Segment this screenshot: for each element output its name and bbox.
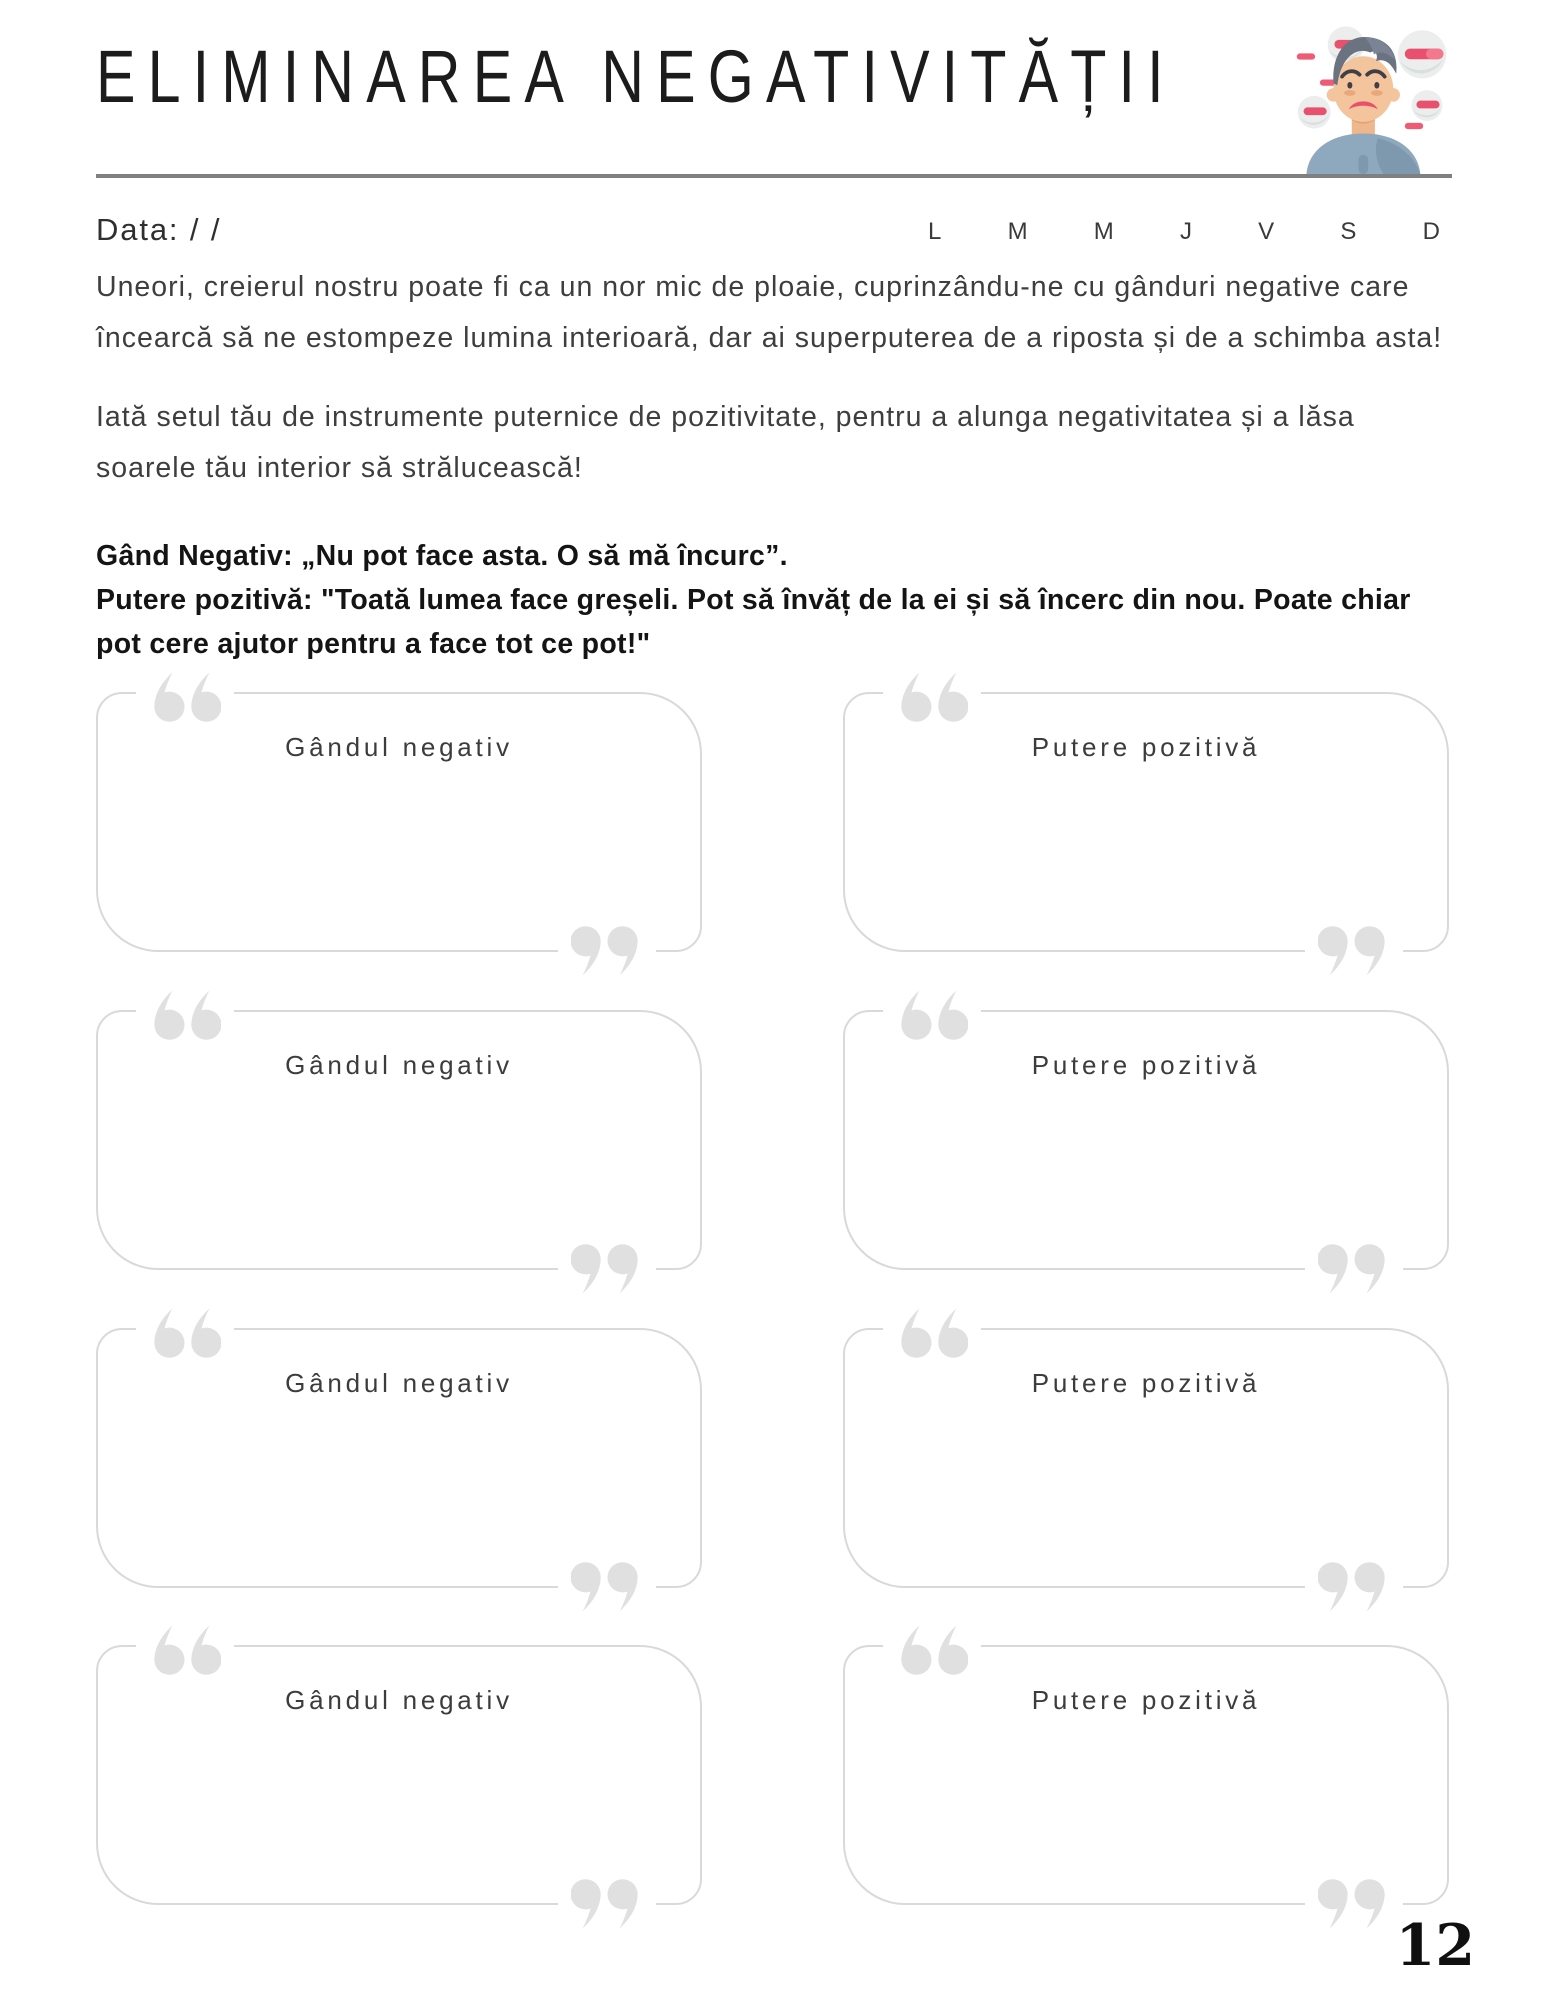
example-negative-thought: Gând Negativ: „Nu pot face asta. O să mă încurc”. xyxy=(96,540,788,572)
example-block xyxy=(96,534,1486,666)
box-label: Gândul negativ xyxy=(285,732,513,762)
day-letter[interactable]: M xyxy=(1007,218,1028,245)
day-letter[interactable]: D xyxy=(1422,218,1440,245)
open-quote-icon xyxy=(883,988,981,1042)
close-quote-icon xyxy=(558,1877,656,1931)
close-quote-icon xyxy=(1305,1560,1403,1614)
intro-p2-line1: Iată setul tău de instrumente puternice de pozitivitate, pentru a alunga negativitatea și a lăsa xyxy=(96,401,1355,433)
day-letter[interactable]: S xyxy=(1340,218,1357,245)
negative-thoughts-icon xyxy=(1291,8,1455,176)
open-quote-icon xyxy=(883,670,981,724)
box-label: Gândul negativ xyxy=(285,1685,513,1715)
date-field[interactable]: Data: / / xyxy=(96,212,222,247)
close-quote-icon xyxy=(558,1242,656,1296)
example-positive-power-line1: Putere pozitivă: "Toată lumea face greșeli. Pot să învăț de la ei și să încerc din nou. Poate chiar xyxy=(96,584,1411,616)
day-letter[interactable]: L xyxy=(928,218,942,245)
open-quote-icon xyxy=(883,1623,981,1677)
negative-thought-box-3[interactable] xyxy=(96,1328,702,1588)
box-label: Gândul negativ xyxy=(285,1050,513,1080)
intro-paragraph-2 xyxy=(96,392,1476,494)
day-letter[interactable]: V xyxy=(1258,218,1275,245)
open-quote-icon xyxy=(136,1623,234,1677)
box-label: Putere pozitivă xyxy=(1031,1050,1261,1080)
positive-power-box-2[interactable] xyxy=(843,1010,1449,1270)
box-label: Putere pozitivă xyxy=(1031,1685,1261,1715)
close-quote-icon xyxy=(558,924,656,978)
day-letter[interactable]: M xyxy=(1093,218,1114,245)
open-quote-icon xyxy=(136,670,234,724)
day-letter[interactable]: J xyxy=(1179,218,1192,245)
positive-power-box-4[interactable] xyxy=(843,1645,1449,1905)
close-quote-icon xyxy=(558,1560,656,1614)
page-number: 12 xyxy=(1395,1912,1475,1979)
open-quote-icon xyxy=(136,988,234,1042)
positive-power-box-3[interactable] xyxy=(843,1328,1449,1588)
intro-p2-line2: soarele tău interior să strălucească! xyxy=(96,452,583,484)
close-quote-icon xyxy=(1305,1877,1403,1931)
open-quote-icon xyxy=(136,1306,234,1360)
box-label: Gândul negativ xyxy=(285,1368,513,1398)
close-quote-icon xyxy=(1305,1242,1403,1296)
positive-power-box-1[interactable] xyxy=(843,692,1449,952)
example-positive-power-line2: pot cere ajutor pentru a face tot ce pot!" xyxy=(96,628,651,660)
open-quote-icon xyxy=(883,1306,981,1360)
box-label: Putere pozitivă xyxy=(1031,732,1261,762)
close-quote-icon xyxy=(1305,924,1403,978)
title-underline xyxy=(96,174,1452,178)
negative-thought-box-2[interactable] xyxy=(96,1010,702,1270)
negative-thought-box-1[interactable] xyxy=(96,692,702,952)
intro-paragraph-1 xyxy=(96,262,1476,364)
intro-p1-line2: încearcă să ne estompeze lumina interioară, dar ai superputerea de a riposta și de a schimba asta! xyxy=(96,322,1443,354)
weekday-selector xyxy=(928,218,1440,246)
intro-p1-line1: Uneori, creierul nostru poate fi ca un nor mic de ploaie, cuprinzându-ne cu gânduri negative care xyxy=(96,271,1410,303)
page-title: ELIMINAREA NEGATIVITĂȚII xyxy=(96,35,1176,118)
box-label: Putere pozitivă xyxy=(1031,1368,1261,1398)
negative-thought-box-4[interactable] xyxy=(96,1645,702,1905)
